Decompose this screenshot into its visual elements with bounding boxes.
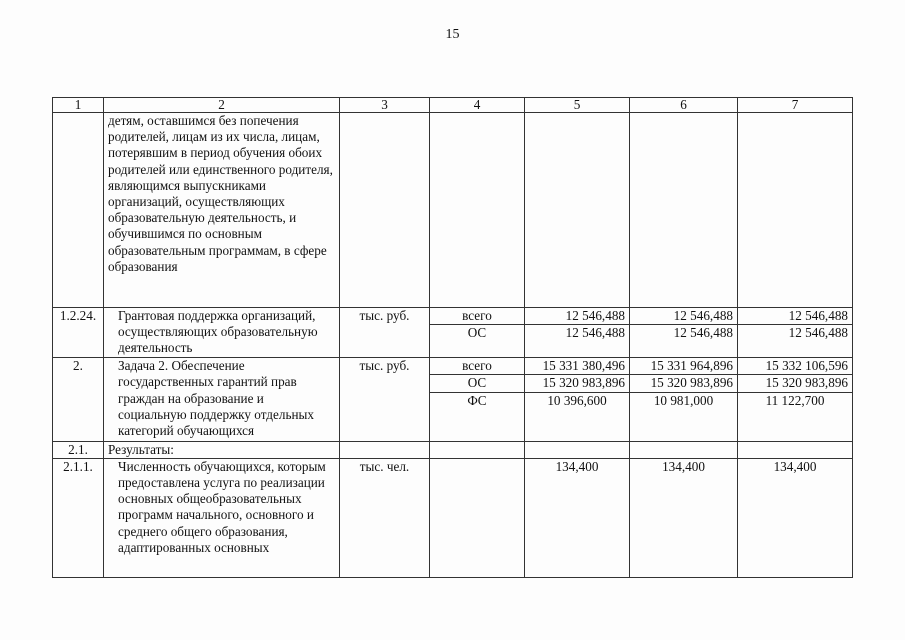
table-row — [53, 113, 853, 308]
source-label: ОС — [430, 375, 525, 392]
table-header-row — [53, 98, 853, 113]
value-cell: 12 546,488 — [630, 325, 738, 358]
row-number: 2.1.1. — [53, 458, 104, 577]
value-cell: 10 396,600 — [525, 392, 630, 441]
value-cell: 12 546,488 — [738, 325, 853, 358]
value-cell: 134,400 — [525, 458, 630, 577]
value-cell: 15 331 964,896 — [630, 358, 738, 375]
table-row — [53, 441, 853, 458]
value-cell: 12 546,488 — [738, 308, 853, 325]
row-number: 1.2.24. — [53, 308, 104, 358]
page-number: 15 — [445, 27, 460, 42]
source-label: всего — [430, 358, 525, 375]
value-cell: 15 320 983,896 — [525, 375, 630, 392]
header-cell: 6 — [630, 98, 738, 113]
table-row — [53, 308, 853, 325]
value-cell: 12 546,488 — [630, 308, 738, 325]
table-row — [53, 458, 853, 577]
value-cell: 134,400 — [630, 458, 738, 577]
value-cell: 12 546,488 — [525, 325, 630, 358]
value-cell: 15 320 983,896 — [630, 375, 738, 392]
row-unit: тыс. чел. — [340, 458, 430, 577]
row-name: детям, оставшимся без попечения родителей, лицам из их числа, лицам, потерявшим в период обучения обоих родителей или единственного родителя, являющимся выпускниками организаций, осуществляющих образовательную деятельность, и обучившимся по основным образовательным программам, в сфере образования — [104, 113, 340, 308]
value-cell: 11 122,700 — [738, 392, 853, 441]
row-name: Грантовая поддержка организаций, осуществляющих образовательную деятельность — [104, 308, 340, 358]
header-cell: 5 — [525, 98, 630, 113]
value-cell: 15 320 983,896 — [738, 375, 853, 392]
row-name: Результаты: — [104, 441, 340, 458]
row-unit: тыс. руб. — [340, 308, 430, 358]
data-table — [52, 97, 853, 578]
value-cell: 10 981,000 — [630, 392, 738, 441]
row-number: 2. — [53, 358, 104, 441]
value-cell: 15 331 380,496 — [525, 358, 630, 375]
header-cell: 3 — [340, 98, 430, 113]
row-number: 2.1. — [53, 441, 104, 458]
header-cell: 2 — [104, 98, 340, 113]
source-label: ОС — [430, 325, 525, 358]
value-cell: 134,400 — [738, 458, 853, 577]
row-unit: тыс. руб. — [340, 358, 430, 441]
source-label: ФС — [430, 392, 525, 441]
header-cell: 7 — [738, 98, 853, 113]
header-cell: 4 — [430, 98, 525, 113]
row-name: Численность обучающихся, которым предоставлена услуга по реализации основных общеобразовательных программ начального, основного и среднего общего образования, адаптированных основных — [104, 458, 340, 577]
value-cell: 15 332 106,596 — [738, 358, 853, 375]
header-cell: 1 — [53, 98, 104, 113]
value-cell: 12 546,488 — [525, 308, 630, 325]
table-row — [53, 358, 853, 375]
row-name: Задача 2. Обеспечение государственных гарантий прав граждан на образование и социальную поддержку отдельных категорий обучающихся — [104, 358, 340, 441]
source-label: всего — [430, 308, 525, 325]
